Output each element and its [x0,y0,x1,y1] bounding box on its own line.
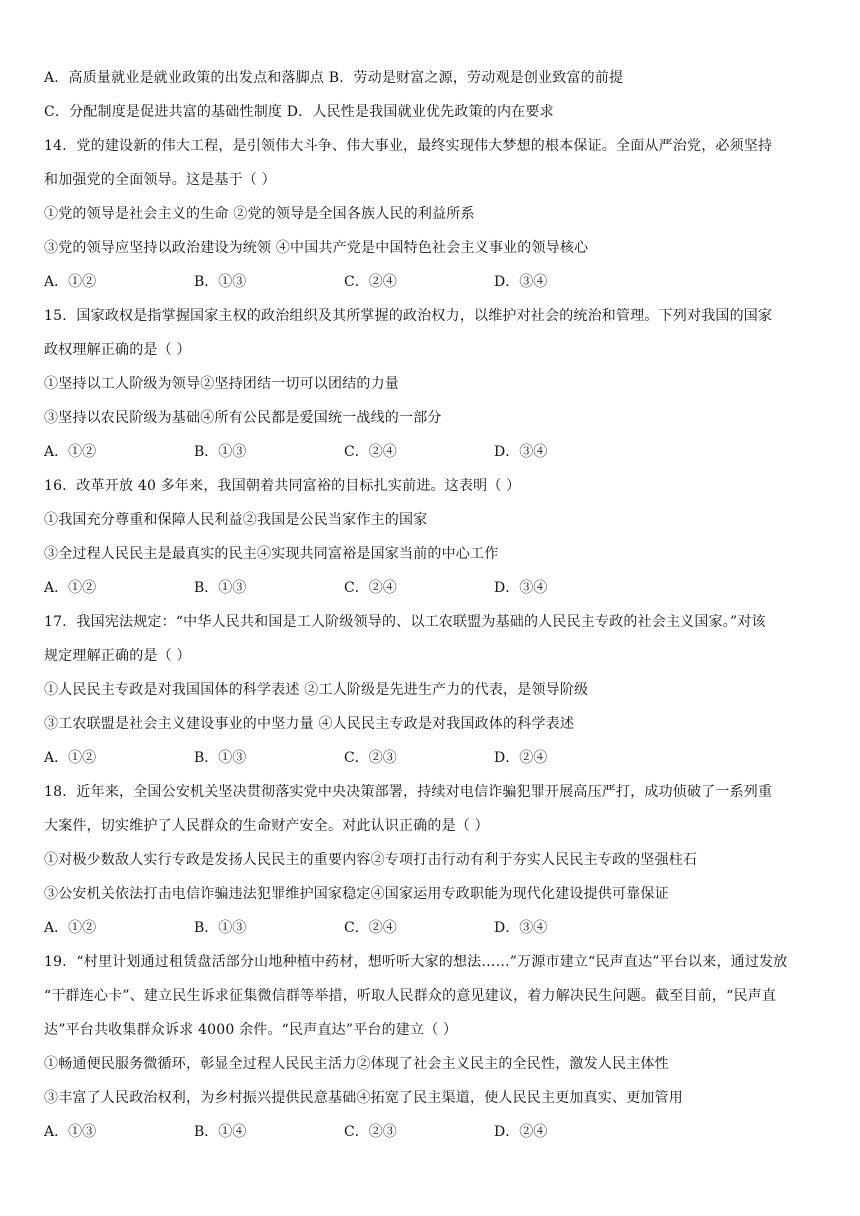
option-c: C．②④ [344,580,397,596]
text-line: 规定理解正确的是（ ） [44,648,191,664]
option-b: B．①③ [194,274,247,290]
choice-line: ①坚持以工人阶级为领导②坚持团结一切可以团结的力量 [44,376,399,392]
choice-line: ①人民民主专政是对我国国体的科学表述 ②工人阶级是先进生产力的代表，是领导阶级 [44,682,589,698]
option-d: D．②④ [494,750,548,766]
option-d: D．③④ [494,920,548,936]
text-line: 大案件，切实维护了人民群众的生命财产安全。对此认识正确的是（ ） [44,818,489,834]
choice-line: ③全过程人民民主是最真实的民主④实现共同富裕是国家当前的中心工作 [44,546,499,562]
text-line: “干群连心卡”、建立民生诉求征集微信群等举措，听取人民群众的意见建议，着力解决民生问题。截至目前，“民声直 [44,988,777,1004]
answer-options-14 [44,272,644,292]
choice-line: ③党的领导应坚持以政治建设为统领 ④中国共产党是中国特色社会主义事业的领导核心 [44,240,589,256]
option-d: D．③④ [494,444,548,460]
question-18-stem: 18．近年来，全国公安机关坚决贯彻落实党中央决策部署，持续对电信诈骗犯罪开展高压严打，成功侦破了一系列重 [44,784,773,800]
option-a: A．①② [44,580,97,596]
question-16-stem: 16．改革开放 40 多年来，我国朝着共同富裕的目标扎实前进。这表明（ ） [44,478,521,494]
option-c: C．②③ [344,750,397,766]
answer-options-16 [44,578,644,598]
option-a: A．①③ [44,1124,97,1140]
answer-options-18 [44,918,644,938]
option-a: A．①② [44,920,97,936]
choice-line: ③坚持以农民阶级为基础④所有公民都是爱国统一战线的一部分 [44,410,442,426]
question-19-stem: 19．“村里计划通过租赁盘活部分山地种植中药材，想听听大家的想法……”万源市建立“民声直达”平台以来，通过发放 [44,954,788,970]
option-d: D．②④ [494,1124,548,1140]
choice-line: ③公安机关依法打击电信诈骗违法犯罪维护国家稳定④国家运用专政职能为现代化建设提供可靠保证 [44,886,669,902]
option-b: B．①③ [194,444,247,460]
option-b: B．①③ [194,920,247,936]
text-line: 政权理解正确的是（ ） [44,342,191,358]
text-line: A．高质量就业是就业政策的出发点和落脚点 B．劳动是财富之源，劳动观是创业致富的前提 [44,70,624,86]
choice-line: ①党的领导是社会主义的生命 ②党的领导是全国各族人民的利益所系 [44,206,475,222]
answer-options-19 [44,1122,644,1142]
option-d: D．③④ [494,274,548,290]
text-line: C．分配制度是促进共富的基础性制度 D．人民性是我国就业优先政策的内在要求 [44,104,554,120]
option-b: B．①③ [194,580,247,596]
option-b: B．①④ [194,1124,247,1140]
choice-line: ③工农联盟是社会主义建设事业的中坚力量 ④人民民主专政是对我国政体的科学表述 [44,716,575,732]
option-a: A．①② [44,444,97,460]
option-c: C．②④ [344,444,397,460]
answer-options-15 [44,442,644,462]
option-c: C．②③ [344,1124,397,1140]
choice-line: ①畅通便民服务微循环，彰显全过程人民民主活力②体现了社会主义民主的全民性，激发人民主体性 [44,1056,669,1072]
answer-options-17 [44,748,644,768]
question-17-stem: 17．我国宪法规定：“中华人民共和国是工人阶级领导的、以工农联盟为基础的人民民主专政的社会主义国家。”对该 [44,614,766,630]
text-line: 达”平台共收集群众诉求 4000 余件。“民声直达”平台的建立（ ） [44,1022,458,1038]
option-a: A．①② [44,274,97,290]
choice-line: ①我国充分尊重和保障人民利益②我国是公民当家作主的国家 [44,512,428,528]
choice-line: ①对极少数敌人实行专政是发扬人民民主的重要内容②专项打击行动有利于夯实人民民主专政的坚强柱石 [44,852,698,868]
option-d: D．③④ [494,580,548,596]
choice-line: ③丰富了人民政治权利，为乡村振兴提供民意基础④拓宽了民主渠道，使人民民主更加真实、更加管用 [44,1090,683,1106]
question-15-stem: 15．国家政权是指掌握国家主权的政治组织及其所掌握的政治权力，以维护对社会的统治和管理。下列对我国的国家 [44,308,773,324]
option-c: C．②④ [344,920,397,936]
option-c: C．②④ [344,274,397,290]
option-a: A．①② [44,750,97,766]
text-line: 和加强党的全面领导。这是基于（ ） [44,172,276,188]
option-b: B．①③ [194,750,247,766]
question-14-stem: 14．党的建设新的伟大工程，是引领伟大斗争、伟大事业，最终实现伟大梦想的根本保证。全面从严治党，必须坚持 [44,138,773,154]
